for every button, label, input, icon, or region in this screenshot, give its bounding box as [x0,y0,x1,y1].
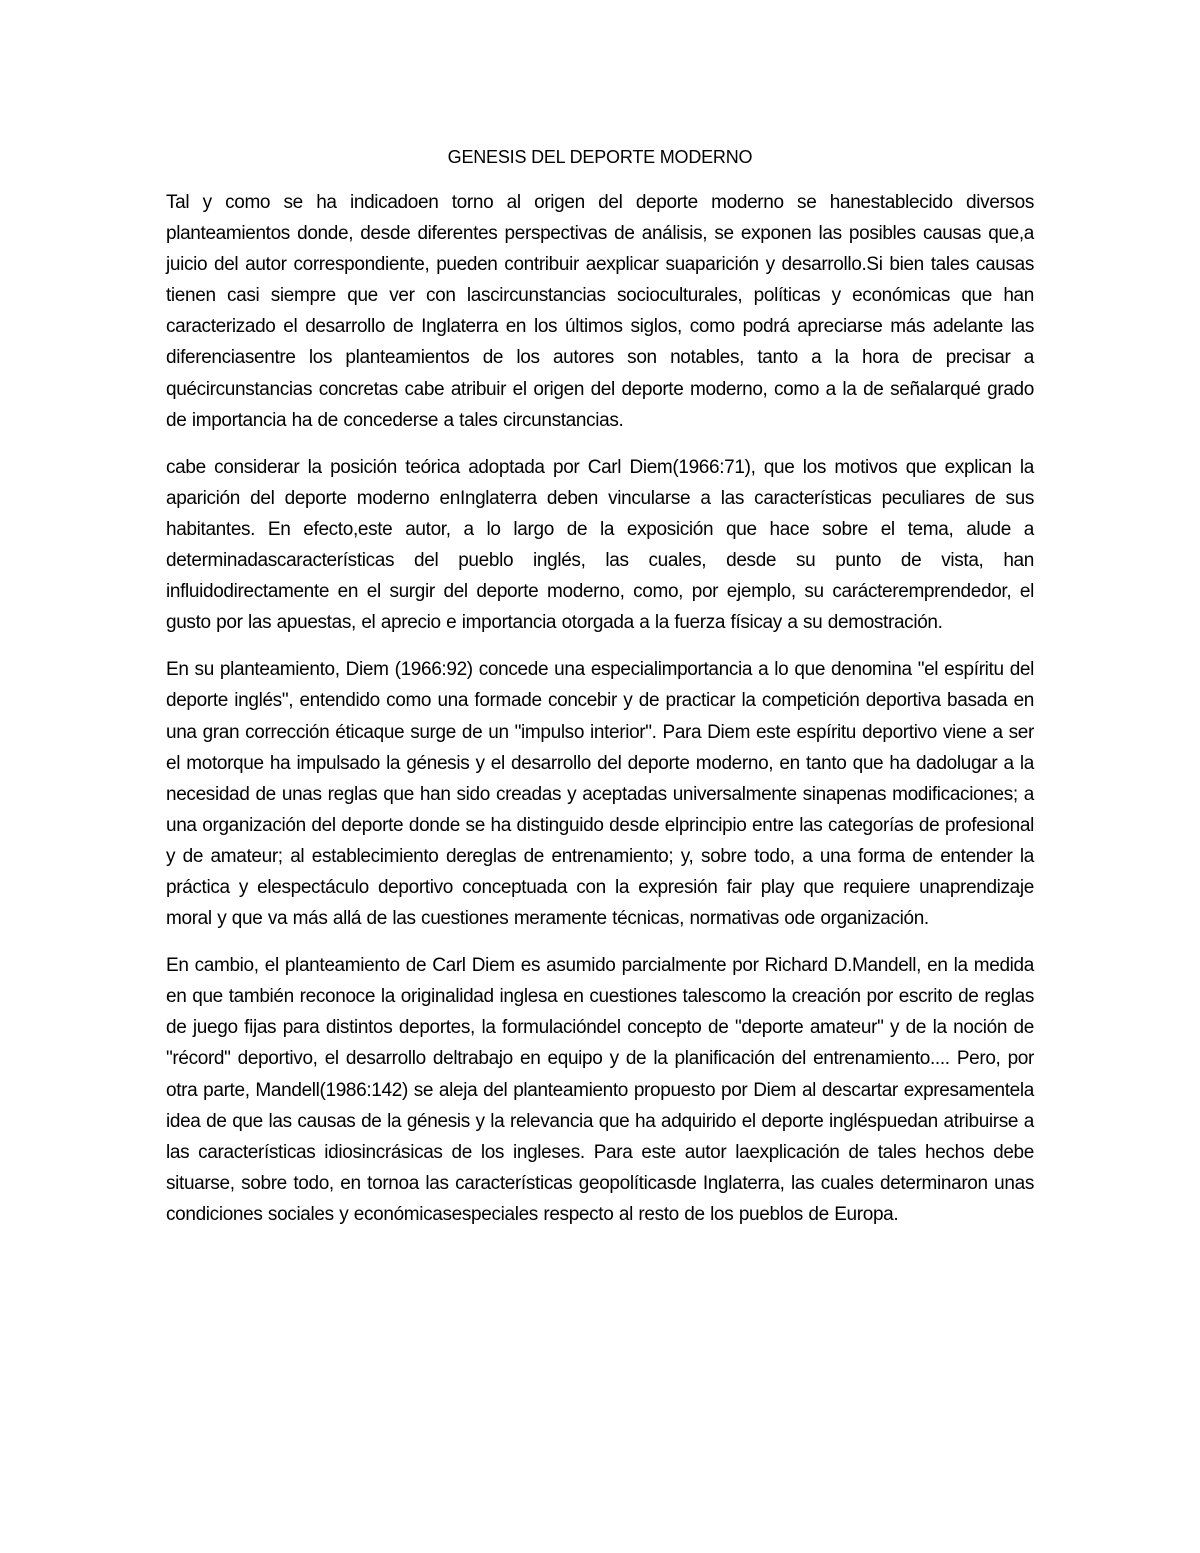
paragraph-2: cabe considerar la posición teórica adoptada por Carl Diem(1966:71), que los motivos que explican la aparición del deporte moderno enInglaterra deben vincularse a las características peculiares de sus habitantes. En efecto,este autor, a lo largo de la exposición que hace sobre el tema, alude a determinadascaracterísticas del pueblo inglés, las cuales, desde su punto de vista, han influidodirectamente en el surgir del deporte moderno, como, por ejemplo, su carácteremprendedor, el gusto por las apuestas, el aprecio e importancia otorgada a la fuerza físicay a su demostración. [166,456,1034,634]
page-title: GENESIS DEL DEPORTE MODERNO [447,147,753,167]
paragraph-1: Tal y como se ha indicadoen torno al origen del deporte moderno se hanestablecido diversos planteamientos donde, desde diferentes perspectivas de análisis, se exponen las posibles causas que,a juicio del autor correspondiente, pueden contribuir aexplicar suaparición y desarrollo.Si bien tales causas tienen casi siempre que ver con lascircunstancias socioculturales, políticas y económicas que han caracterizado el desarrollo de Inglaterra en los últimos siglos, como podrá apreciarse más adelante las diferenciasentre los planteamientos de los autores son notables, tanto a la hora de precisar a quécircunstancias concretas cabe atribuir el origen del deporte moderno, como a la de señalarqué grado de importancia ha de concederse a tales circunstancias. [166,192,1034,431]
paragraph-3: En su planteamiento, Diem (1966:92) concede una especialimportancia a lo que denomina "el espíritu del deporte inglés", entendido como una formade concebir y de practicar la competición deportiva basada en una gran corrección éticaque surge de un "impulso interior". Para Diem este espíritu deportivo viene a ser el motorque ha impulsado la génesis y el desarrollo del deporte moderno, en tanto que ha dadolugar a la necesidad de unas reglas que han sido creadas y aceptadas universalmente sinapenas modificaciones; a una organización del deporte donde se ha distinguido desde elprincipio entre las categorías de profesional y de amateur; al establecimiento dereglas de entrenamiento; y, sobre todo, a una forma de entender la práctica y elespectáculo deportivo conceptuada con la expresión fair play que requiere unaprendizaje moral y que va más allá de las cuestiones meramente técnicas, normativas ode organización. [166,659,1034,930]
paragraph-4: En cambio, el planteamiento de Carl Diem es asumido parcialmente por Richard D.Mandell, en la medida en que también reconoce la originalidad inglesa en cuestiones talescomo la creación por escrito de reglas de juego fijas para distintos deportes, la formulacióndel concepto de "deporte amateur" y de la noción de "récord" deportivo, el desarrollo deltrabajo en equipo y de la planificación del entrenamiento.... Pero, por otra parte, Mandell(1986:142) se aleja del planteamiento propuesto por Diem al descartar expresamentela idea de que las causas de la génesis y la relevancia que ha adquirido el deporte ingléspuedan atribuirse a las características idiosincrásicas de los ingleses. Para este autor laexplicación de tales hechos debe situarse, sobre todo, en tornoa las características geopolíticasde Inglaterra, las cuales determinaron unas condiciones sociales y económicasespeciales respecto al resto de los pueblos de Europa. [166,955,1034,1225]
document-body [166,145,1034,1246]
